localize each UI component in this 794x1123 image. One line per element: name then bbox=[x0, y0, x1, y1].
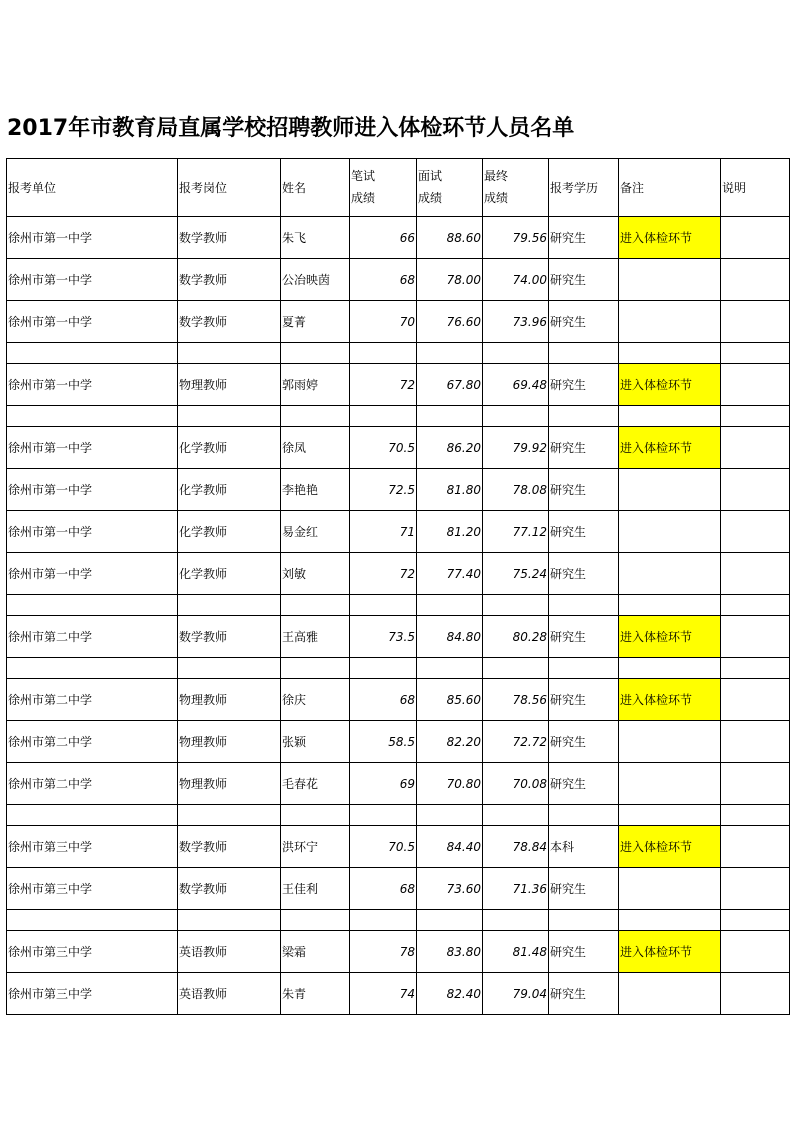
table-row bbox=[7, 763, 790, 805]
cell-written: 68 bbox=[350, 259, 417, 301]
spacer-cell bbox=[7, 406, 178, 427]
spacer-cell bbox=[178, 406, 281, 427]
cell-desc bbox=[721, 259, 790, 301]
spacer-cell bbox=[721, 595, 790, 616]
spacer-cell bbox=[619, 343, 721, 364]
table-row bbox=[7, 217, 790, 259]
cell-desc bbox=[721, 301, 790, 343]
cell-post: 化学教师 bbox=[178, 511, 281, 553]
spacer-cell bbox=[619, 658, 721, 679]
cell-post: 英语教师 bbox=[178, 973, 281, 1015]
cell-unit: 徐州市第一中学 bbox=[7, 301, 178, 343]
spacer-cell bbox=[350, 595, 417, 616]
spacer-cell bbox=[7, 595, 178, 616]
spacer-cell bbox=[483, 805, 549, 826]
cell-written: 72.5 bbox=[350, 469, 417, 511]
cell-desc bbox=[721, 217, 790, 259]
cell-written: 68 bbox=[350, 679, 417, 721]
spacer-cell bbox=[178, 595, 281, 616]
header-final-line2: 成绩 bbox=[484, 191, 509, 205]
spacer-cell bbox=[7, 343, 178, 364]
cell-note bbox=[619, 469, 721, 511]
spacer-cell bbox=[350, 406, 417, 427]
spacer-cell bbox=[417, 910, 483, 931]
spacer-cell bbox=[549, 343, 619, 364]
cell-unit: 徐州市第二中学 bbox=[7, 721, 178, 763]
cell-name: 李艳艳 bbox=[281, 469, 350, 511]
spacer-cell bbox=[549, 910, 619, 931]
cell-edu: 研究生 bbox=[549, 616, 619, 658]
cell-post: 数学教师 bbox=[178, 259, 281, 301]
cell-written: 66 bbox=[350, 217, 417, 259]
spacer-cell bbox=[549, 595, 619, 616]
spacer-cell bbox=[483, 595, 549, 616]
table-row bbox=[7, 301, 790, 343]
spacer-cell bbox=[7, 805, 178, 826]
cell-post: 物理教师 bbox=[178, 763, 281, 805]
table-row bbox=[7, 364, 790, 406]
cell-name: 公冶映茵 bbox=[281, 259, 350, 301]
spacer-cell bbox=[7, 910, 178, 931]
spacer-cell bbox=[721, 406, 790, 427]
cell-post: 化学教师 bbox=[178, 469, 281, 511]
cell-written: 70.5 bbox=[350, 427, 417, 469]
cell-edu: 研究生 bbox=[549, 469, 619, 511]
cell-desc bbox=[721, 868, 790, 910]
spacer-row bbox=[7, 910, 790, 931]
cell-interview: 85.60 bbox=[417, 679, 483, 721]
spacer-cell bbox=[350, 805, 417, 826]
spacer-cell bbox=[417, 343, 483, 364]
spacer-cell bbox=[178, 658, 281, 679]
cell-desc bbox=[721, 973, 790, 1015]
cell-name: 易金红 bbox=[281, 511, 350, 553]
cell-note bbox=[619, 973, 721, 1015]
cell-written: 58.5 bbox=[350, 721, 417, 763]
cell-interview: 78.00 bbox=[417, 259, 483, 301]
cell-note bbox=[619, 553, 721, 595]
table-row bbox=[7, 259, 790, 301]
spacer-cell bbox=[417, 805, 483, 826]
cell-final: 79.04 bbox=[483, 973, 549, 1015]
header-written-line1: 笔试 bbox=[351, 169, 376, 183]
cell-edu: 研究生 bbox=[549, 259, 619, 301]
cell-desc bbox=[721, 826, 790, 868]
spacer-cell bbox=[281, 658, 350, 679]
cell-final: 75.24 bbox=[483, 553, 549, 595]
cell-unit: 徐州市第三中学 bbox=[7, 973, 178, 1015]
cell-interview: 76.60 bbox=[417, 301, 483, 343]
table-row bbox=[7, 427, 790, 469]
table-row bbox=[7, 616, 790, 658]
cell-unit: 徐州市第三中学 bbox=[7, 868, 178, 910]
cell-final: 69.48 bbox=[483, 364, 549, 406]
cell-final: 78.56 bbox=[483, 679, 549, 721]
cell-interview: 73.60 bbox=[417, 868, 483, 910]
spacer-cell bbox=[417, 595, 483, 616]
cell-desc bbox=[721, 511, 790, 553]
cell-note bbox=[619, 511, 721, 553]
cell-written: 73.5 bbox=[350, 616, 417, 658]
spacer-cell bbox=[483, 343, 549, 364]
header-interview-line2: 成绩 bbox=[418, 191, 443, 205]
cell-final: 71.36 bbox=[483, 868, 549, 910]
cell-post: 化学教师 bbox=[178, 427, 281, 469]
spacer-cell bbox=[281, 805, 350, 826]
spacer-cell bbox=[350, 343, 417, 364]
spacer-cell bbox=[721, 805, 790, 826]
spacer-cell bbox=[619, 805, 721, 826]
spacer-cell bbox=[483, 406, 549, 427]
spacer-cell bbox=[281, 406, 350, 427]
spacer-cell bbox=[417, 658, 483, 679]
cell-note: 进入体检环节 bbox=[619, 364, 721, 406]
cell-name: 夏菁 bbox=[281, 301, 350, 343]
spacer-cell bbox=[281, 910, 350, 931]
cell-desc bbox=[721, 616, 790, 658]
cell-desc bbox=[721, 553, 790, 595]
cell-desc bbox=[721, 763, 790, 805]
cell-note: 进入体检环节 bbox=[619, 931, 721, 973]
spacer-cell bbox=[350, 910, 417, 931]
cell-edu: 研究生 bbox=[549, 679, 619, 721]
table-row bbox=[7, 973, 790, 1015]
cell-interview: 84.80 bbox=[417, 616, 483, 658]
spacer-row bbox=[7, 805, 790, 826]
table-row bbox=[7, 511, 790, 553]
header-desc: 说明 bbox=[721, 159, 790, 217]
page-title: 2017年市教育局直属学校招聘教师进入体检环节人员名单 bbox=[7, 116, 575, 141]
cell-final: 73.96 bbox=[483, 301, 549, 343]
cell-unit: 徐州市第一中学 bbox=[7, 553, 178, 595]
cell-name: 王佳利 bbox=[281, 868, 350, 910]
cell-note bbox=[619, 763, 721, 805]
spacer-row bbox=[7, 406, 790, 427]
cell-desc bbox=[721, 931, 790, 973]
cell-post: 物理教师 bbox=[178, 721, 281, 763]
cell-edu: 研究生 bbox=[549, 301, 619, 343]
cell-edu: 研究生 bbox=[549, 973, 619, 1015]
cell-written: 70 bbox=[350, 301, 417, 343]
cell-name: 徐庆 bbox=[281, 679, 350, 721]
table-row bbox=[7, 679, 790, 721]
cell-final: 79.92 bbox=[483, 427, 549, 469]
header-edu: 报考学历 bbox=[549, 159, 619, 217]
cell-written: 71 bbox=[350, 511, 417, 553]
cell-final: 77.12 bbox=[483, 511, 549, 553]
cell-final: 74.00 bbox=[483, 259, 549, 301]
cell-unit: 徐州市第一中学 bbox=[7, 364, 178, 406]
cell-edu: 研究生 bbox=[549, 364, 619, 406]
cell-interview: 88.60 bbox=[417, 217, 483, 259]
cell-name: 洪环宁 bbox=[281, 826, 350, 868]
cell-name: 朱飞 bbox=[281, 217, 350, 259]
spacer-cell bbox=[281, 595, 350, 616]
spacer-cell bbox=[549, 406, 619, 427]
spacer-cell bbox=[619, 910, 721, 931]
cell-note: 进入体检环节 bbox=[619, 217, 721, 259]
cell-edu: 本科 bbox=[549, 826, 619, 868]
spacer-row bbox=[7, 658, 790, 679]
cell-post: 数学教师 bbox=[178, 616, 281, 658]
spacer-cell bbox=[549, 805, 619, 826]
cell-desc bbox=[721, 679, 790, 721]
cell-written: 70.5 bbox=[350, 826, 417, 868]
cell-interview: 81.80 bbox=[417, 469, 483, 511]
cell-note bbox=[619, 868, 721, 910]
table-row bbox=[7, 721, 790, 763]
cell-interview: 83.80 bbox=[417, 931, 483, 973]
cell-unit: 徐州市第三中学 bbox=[7, 826, 178, 868]
cell-final: 79.56 bbox=[483, 217, 549, 259]
cell-final: 80.28 bbox=[483, 616, 549, 658]
cell-written: 69 bbox=[350, 763, 417, 805]
cell-written: 72 bbox=[350, 364, 417, 406]
header-final bbox=[483, 159, 549, 217]
cell-interview: 82.40 bbox=[417, 973, 483, 1015]
cell-note: 进入体检环节 bbox=[619, 826, 721, 868]
cell-desc bbox=[721, 469, 790, 511]
cell-unit: 徐州市第一中学 bbox=[7, 469, 178, 511]
cell-unit: 徐州市第二中学 bbox=[7, 679, 178, 721]
cell-unit: 徐州市第一中学 bbox=[7, 217, 178, 259]
spacer-cell bbox=[281, 343, 350, 364]
cell-final: 81.48 bbox=[483, 931, 549, 973]
cell-unit: 徐州市第三中学 bbox=[7, 931, 178, 973]
table-row bbox=[7, 868, 790, 910]
cell-final: 78.08 bbox=[483, 469, 549, 511]
table-row bbox=[7, 931, 790, 973]
spacer-cell bbox=[178, 805, 281, 826]
spacer-cell bbox=[619, 595, 721, 616]
cell-edu: 研究生 bbox=[549, 721, 619, 763]
cell-interview: 67.80 bbox=[417, 364, 483, 406]
spacer-cell bbox=[721, 910, 790, 931]
header-post: 报考岗位 bbox=[178, 159, 281, 217]
table-row bbox=[7, 469, 790, 511]
header-written bbox=[350, 159, 417, 217]
cell-post: 物理教师 bbox=[178, 679, 281, 721]
header-unit: 报考单位 bbox=[7, 159, 178, 217]
cell-name: 梁霜 bbox=[281, 931, 350, 973]
cell-unit: 徐州市第二中学 bbox=[7, 616, 178, 658]
cell-final: 70.08 bbox=[483, 763, 549, 805]
cell-interview: 84.40 bbox=[417, 826, 483, 868]
cell-post: 英语教师 bbox=[178, 931, 281, 973]
cell-note: 进入体检环节 bbox=[619, 616, 721, 658]
table-row bbox=[7, 553, 790, 595]
cell-desc bbox=[721, 721, 790, 763]
cell-post: 数学教师 bbox=[178, 217, 281, 259]
cell-edu: 研究生 bbox=[549, 511, 619, 553]
cell-note: 进入体检环节 bbox=[619, 679, 721, 721]
cell-desc bbox=[721, 427, 790, 469]
cell-unit: 徐州市第一中学 bbox=[7, 259, 178, 301]
spacer-cell bbox=[417, 406, 483, 427]
spacer-cell bbox=[721, 658, 790, 679]
cell-post: 数学教师 bbox=[178, 868, 281, 910]
header-written-line2: 成绩 bbox=[351, 191, 376, 205]
cell-post: 物理教师 bbox=[178, 364, 281, 406]
cell-unit: 徐州市第一中学 bbox=[7, 511, 178, 553]
table-row bbox=[7, 826, 790, 868]
cell-name: 王高雅 bbox=[281, 616, 350, 658]
cell-edu: 研究生 bbox=[549, 217, 619, 259]
cell-post: 数学教师 bbox=[178, 826, 281, 868]
cell-edu: 研究生 bbox=[549, 868, 619, 910]
cell-name: 徐凤 bbox=[281, 427, 350, 469]
spacer-cell bbox=[619, 406, 721, 427]
cell-edu: 研究生 bbox=[549, 931, 619, 973]
header-row bbox=[7, 159, 790, 217]
cell-final: 72.72 bbox=[483, 721, 549, 763]
cell-written: 72 bbox=[350, 553, 417, 595]
cell-interview: 81.20 bbox=[417, 511, 483, 553]
cell-edu: 研究生 bbox=[549, 553, 619, 595]
header-name: 姓名 bbox=[281, 159, 350, 217]
cell-edu: 研究生 bbox=[549, 427, 619, 469]
cell-interview: 77.40 bbox=[417, 553, 483, 595]
cell-unit: 徐州市第一中学 bbox=[7, 427, 178, 469]
header-interview bbox=[417, 159, 483, 217]
cell-written: 68 bbox=[350, 868, 417, 910]
cell-name: 张颖 bbox=[281, 721, 350, 763]
cell-note bbox=[619, 301, 721, 343]
cell-name: 朱青 bbox=[281, 973, 350, 1015]
cell-written: 78 bbox=[350, 931, 417, 973]
cell-interview: 70.80 bbox=[417, 763, 483, 805]
cell-note: 进入体检环节 bbox=[619, 427, 721, 469]
spacer-cell bbox=[7, 658, 178, 679]
cell-edu: 研究生 bbox=[549, 763, 619, 805]
cell-name: 刘敏 bbox=[281, 553, 350, 595]
header-note: 备注 bbox=[619, 159, 721, 217]
header-interview-line1: 面试 bbox=[418, 169, 443, 183]
spacer-cell bbox=[721, 343, 790, 364]
cell-note bbox=[619, 259, 721, 301]
cell-interview: 82.20 bbox=[417, 721, 483, 763]
cell-note bbox=[619, 721, 721, 763]
spacer-row bbox=[7, 595, 790, 616]
spacer-cell bbox=[483, 910, 549, 931]
header-final-line1: 最终 bbox=[484, 169, 509, 183]
cell-unit: 徐州市第二中学 bbox=[7, 763, 178, 805]
spacer-row bbox=[7, 343, 790, 364]
candidate-table bbox=[6, 158, 790, 1015]
spacer-cell bbox=[350, 658, 417, 679]
cell-name: 郭雨婷 bbox=[281, 364, 350, 406]
cell-final: 78.84 bbox=[483, 826, 549, 868]
spacer-cell bbox=[483, 658, 549, 679]
cell-post: 数学教师 bbox=[178, 301, 281, 343]
cell-name: 毛春花 bbox=[281, 763, 350, 805]
spacer-cell bbox=[549, 658, 619, 679]
spacer-cell bbox=[178, 343, 281, 364]
cell-post: 化学教师 bbox=[178, 553, 281, 595]
cell-interview: 86.20 bbox=[417, 427, 483, 469]
spacer-cell bbox=[178, 910, 281, 931]
cell-desc bbox=[721, 364, 790, 406]
cell-written: 74 bbox=[350, 973, 417, 1015]
